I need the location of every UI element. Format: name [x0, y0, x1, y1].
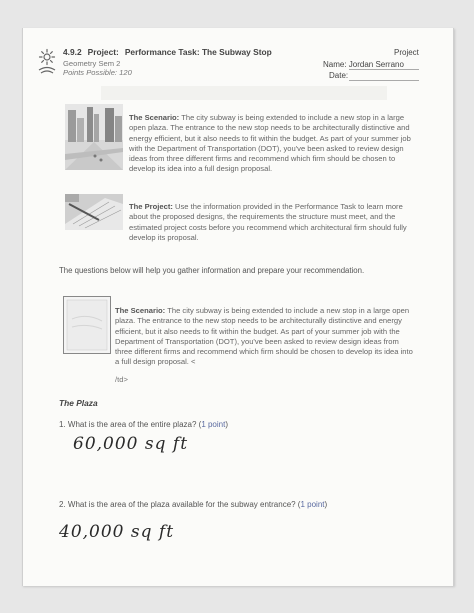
scenario-repeat-text: The city subway is being extended to include a new stop in a large open plaza. The entrance to the new stop needs to be architecturally distinctive and energy efficient, but it also needs to fit within the budget. As part of your summer job with the Department of Transportation (DOT), you've been asked to review design ideas from three different firms and recommend which firm should be chosen to develop its idea into a full design proposal. <: [115, 306, 413, 367]
intro-text: The questions below will help you gather information and prepare your recommendation.: [59, 266, 365, 275]
course-name: Geometry Sem 2: [63, 59, 121, 68]
question-1: [59, 420, 228, 429]
question-2-text: 2. What is the area of the plaza available for the subway entrance? (: [59, 500, 301, 509]
assignment-title: [63, 47, 272, 57]
assignment-meta: [63, 59, 132, 77]
project-text: Use the information provided in the Performance Task to learn more about the proposed designs, the requirements the structure must meet, and the estimated project costs before you recommend which architectural firm should fully develop its proposal.: [129, 202, 407, 242]
name-underline: [349, 69, 419, 70]
question-2-points: 1 point: [300, 500, 325, 509]
question-2: [59, 500, 327, 509]
project-heading: The Project:: [129, 202, 173, 211]
question-1-close: ): [225, 420, 229, 429]
answer-1-handwritten[interactable]: 60,000 sq ft: [73, 434, 189, 454]
blueprint-image: [65, 194, 123, 230]
type-label: Project: [394, 48, 419, 57]
assignment-name: Performance Task: The Subway Stop: [124, 47, 272, 57]
points-possible: Points Possible: 120: [63, 68, 132, 78]
scenario-block: [129, 113, 421, 175]
scenario-block-repeat: [115, 306, 417, 368]
scenario-repeat-heading: The Scenario:: [115, 306, 166, 315]
ghost-band: [101, 86, 387, 100]
stray-markup-text: /td>: [115, 375, 128, 384]
city-plaza-image: [65, 104, 123, 170]
section-title: The Plaza: [59, 398, 98, 408]
scenario-text: The city subway is being extended to include a new stop in a large open plaza. The entrance to the new stop needs to be architecturally distinctive and energy efficient, but it also needs to fit within the budget. As part of your summer job with the Department of Transportation (DOT), you've been asked to review design ideas from three different firms and recommend which firm should be chosen to develop its idea into a full design proposal.: [129, 113, 411, 174]
question-1-text: 1. What is the area of the entire plaza? (: [59, 420, 202, 429]
date-field: Date:: [329, 71, 349, 80]
assignment-kind: Project:: [87, 47, 119, 57]
question-1-points: 1 point: [201, 420, 226, 429]
assignment-code: 4.9.2: [63, 47, 82, 57]
name-field: Name: Jordan Serrano: [323, 60, 404, 69]
question-2-close: ): [324, 500, 328, 509]
scenario-heading: The Scenario:: [129, 113, 180, 122]
scenario-thumbnail-frame: [63, 296, 111, 354]
apex-logo-icon: [36, 48, 58, 74]
project-block: [129, 202, 421, 243]
date-underline: [349, 80, 419, 81]
answer-2-handwritten[interactable]: 40,000 sq ft: [59, 522, 175, 542]
worksheet-page: [22, 28, 454, 586]
